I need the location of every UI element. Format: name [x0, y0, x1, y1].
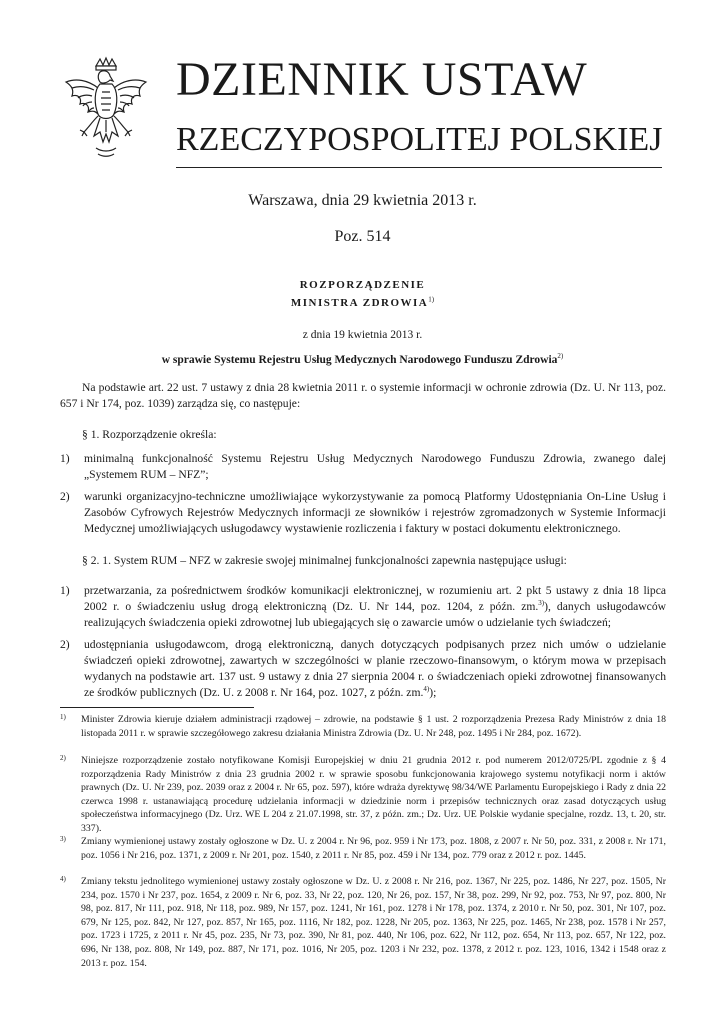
act-type: ROZPORZĄDZENIE: [299, 279, 426, 291]
header-rule: [176, 167, 662, 168]
list-item-text: minimalną funkcjonalność Systemu Rejestru Usług Medycznych Narodowego Funduszu Zdrowia, zwanego dalej „Systemem RUM – NFZ”;: [84, 452, 666, 481]
footnote-mark: 2): [60, 754, 66, 762]
act-subject: [0, 354, 725, 366]
list-item-text-part: przetwarzania, za pośrednictwem środków komunikacji elektronicznej, w rozumieniu art. 2 pkt 5 ustawy z dnia 18 lipca 2002 r. o świadczeniu usług drogą elektroniczną (Dz. U. Nr 144, poz. 1204, z późn. zm.: [84, 584, 666, 613]
list-item-number: 2): [60, 490, 70, 503]
journal-subtitle: RZECZYPOSPOLITEJ POLSKIEJ: [176, 121, 663, 158]
act-subject-text: w sprawie Systemu Rejestru Usług Medycznych Narodowego Funduszu Zdrowia: [161, 354, 558, 366]
preamble: Na podstawie art. 22 ust. 7 ustawy z dnia 28 kwietnia 2011 r. o systemie informacji w ochronie zdrowia (Dz. U. Nr 113, poz. 657 i Nr 174, poz. 1039) zarządza się, co następuje:: [60, 381, 666, 410]
list-item: [60, 489, 666, 537]
list-item-text: warunki organizacyjno-techniczne umożliwiające wykorzystywanie za pomocą Platformy Udostępniania On-Line Usług i Zasobów Cyfrowych Rejestrów Medycznych informacji ze słowników i rejestrów zgromadzonych w Systemie Informacji Medycznej umożliwiających usługodawcy wystawienie rozliczenia i faktury w postaci dokumentu elektronicznego.: [84, 490, 666, 535]
journal-title: DZIENNIK USTAW: [176, 53, 588, 106]
footnote-text: Niniejsze rozporządzenie zostało notyfikowane Komisji Europejskiej w dniu 21 grudnia 2012 r. pod numerem 2012/0725/PL zgodnie z § 4 rozporządzenia Rady Ministrów z dnia 23 grudnia 2002 r. w sprawie sposobu funkcjonowania krajowego systemu notyfikacji norm i aktów prawnych (Dz. U. Nr 239, poz. 2039 oraz z 2004 r. Nr 65, poz. 597), które wdraża dyrektywę 98/34/WE Parlamentu Europejskiego i Rady z dnia 22 czerwca 1998 r. ustanawiającą procedurę udzielania informacji w dziedzinie norm i przepisów technicznych oraz zasad dotyczących usług społeczeństwa informacyjnego (Dz. Urz. WE L 204 z 21.07.1998, str. 37, z późn. zm.; Dz. Urz. UE Polskie wydanie specjalne, rozdz. 13, t. 20, str. 337).: [81, 755, 666, 834]
list-item-text: [84, 583, 666, 631]
list-item-text-part: udostępniania usługodawcom, drogą elektroniczną, danych dotyczących podpisanych przez nich umów o udzielanie świadczeń opieki zdrowotnej, zawartych w szczególności w planie rzeczowo-finansowym, o którym mowa w przepisach wydanych na podstawie art. 137 ust. 9 ustawy z dnia 27 sierpnia 2004 r. o świadczeniach opieki zdrowotnej finansowanych ze środków publicznych (Dz. U. z 2008 r. Nr 164, poz. 1027, z późn. zm.: [84, 638, 666, 699]
footnote: [60, 875, 666, 970]
footnote-text: Zmiany wymienionej ustawy zostały ogłoszone w Dz. U. z 2004 r. Nr 96, poz. 959 i Nr 173, poz. 1808, z 2007 r. Nr 50, poz. 331, z 2008 r. Nr 171, poz. 1056 i Nr 216, poz. 1371, z 2009 r. Nr 201, poz. 1540, z 2011 r. Nr 85, poz. 459 i Nr 134, poz. 779 oraz z 2012 r. poz. 1445.: [81, 836, 666, 861]
footnote: [60, 713, 666, 740]
footnote: [60, 754, 666, 836]
footnote-ref: 2): [557, 352, 564, 361]
act-issuer: [0, 297, 725, 309]
list-item-text-part: ), danych usługodawców realizujących świadczenia opieki zdrowotnej lub ubiegających się o zawarcie umów o udzielanie tych świadczeń;: [84, 600, 666, 629]
act-issuer-text: MINISTRA ZDROWIA: [290, 297, 429, 309]
list-item-text: [84, 637, 666, 701]
act-date: z dnia 19 kwietnia 2013 r.: [302, 329, 423, 341]
list-item: [60, 451, 666, 483]
footnote-ref: 1): [428, 295, 435, 304]
list-item: [60, 637, 666, 701]
footnote-ref: 3): [538, 599, 545, 608]
footnote: [60, 835, 666, 862]
list-item: [60, 583, 666, 631]
section-2-heading: § 2. 1. System RUM – NFZ w zakresie swojej minimalnej funkcjonalności zapewnia następujące usługi:: [82, 554, 567, 567]
footnote-mark: 3): [60, 835, 66, 843]
footnote-mark: 4): [60, 875, 66, 883]
footnote-ref: 4): [423, 685, 430, 694]
footnote-text: Minister Zdrowia kieruje działem administracji rządowej – zdrowie, na podstawie § 1 ust. 2 rozporządzenia Prezesa Rady Ministrów z dnia 18 listopada 2011 r. w sprawie szczegółowego zakresu działania Ministra Zdrowia (Dz. U. Nr 248, poz. 1495 i Nr 284, poz. 1672).: [81, 714, 666, 739]
footnote-text: Zmiany tekstu jednolitego wymienionej ustawy zostały ogłoszone w Dz. U. z 2008 r. Nr 216, poz. 1367, Nr 225, poz. 1486, Nr 227, poz. 1505, Nr 234, poz. 1570 i Nr 237, poz. 1654, z 2009 r. Nr 6, poz. 33, Nr 22, poz. 120, Nr 26, poz. 157, Nr 38, poz. 299, Nr 92, poz. 753, Nr 97, poz. 800, Nr 98, poz. 817, Nr 111, poz. 918, Nr 118, poz. 989, Nr 157, poz. 1241, Nr 161, poz. 1278 i Nr 178, poz. 1374, z 2010 r. Nr 50, poz. 301, Nr 107, poz. 679, Nr 125, poz. 842, Nr 127, poz. 857, Nr 165, poz. 1116, Nr 182, poz. 1228, Nr 205, poz. 1363, Nr 225, poz. 1465, Nr 238, poz. 1578 i Nr 257, poz. 1723 i 1725, z 2011 r. Nr 45, poz. 235, Nr 73, poz. 390, Nr 81, poz. 440, Nr 106, poz. 622, Nr 112, poz. 654, Nr 113, poz. 657, Nr 122, poz. 696, Nr 138, poz. 808, Nr 149, poz. 887, Nr 171, poz. 1016, Nr 205, poz. 1203 i Nr 232, poz. 1378, z 2012 r. poz. 123, 1016, 1342 i 1548 oraz z 2013 r. poz. 154.: [81, 876, 666, 969]
section-1-heading: § 1. Rozporządzenie określa:: [82, 428, 217, 441]
list-item-number: 2): [60, 638, 70, 651]
list-item-text-part: );: [429, 686, 437, 699]
polish-eagle-emblem-icon: [58, 56, 154, 166]
footnote-mark: 1): [60, 713, 66, 721]
list-item-number: 1): [60, 584, 70, 597]
list-item-number: 1): [60, 452, 70, 465]
publication-date: Warszawa, dnia 29 kwietnia 2013 r.: [248, 192, 477, 209]
position-number: Poz. 514: [334, 228, 391, 245]
footnote-separator: [60, 707, 254, 708]
